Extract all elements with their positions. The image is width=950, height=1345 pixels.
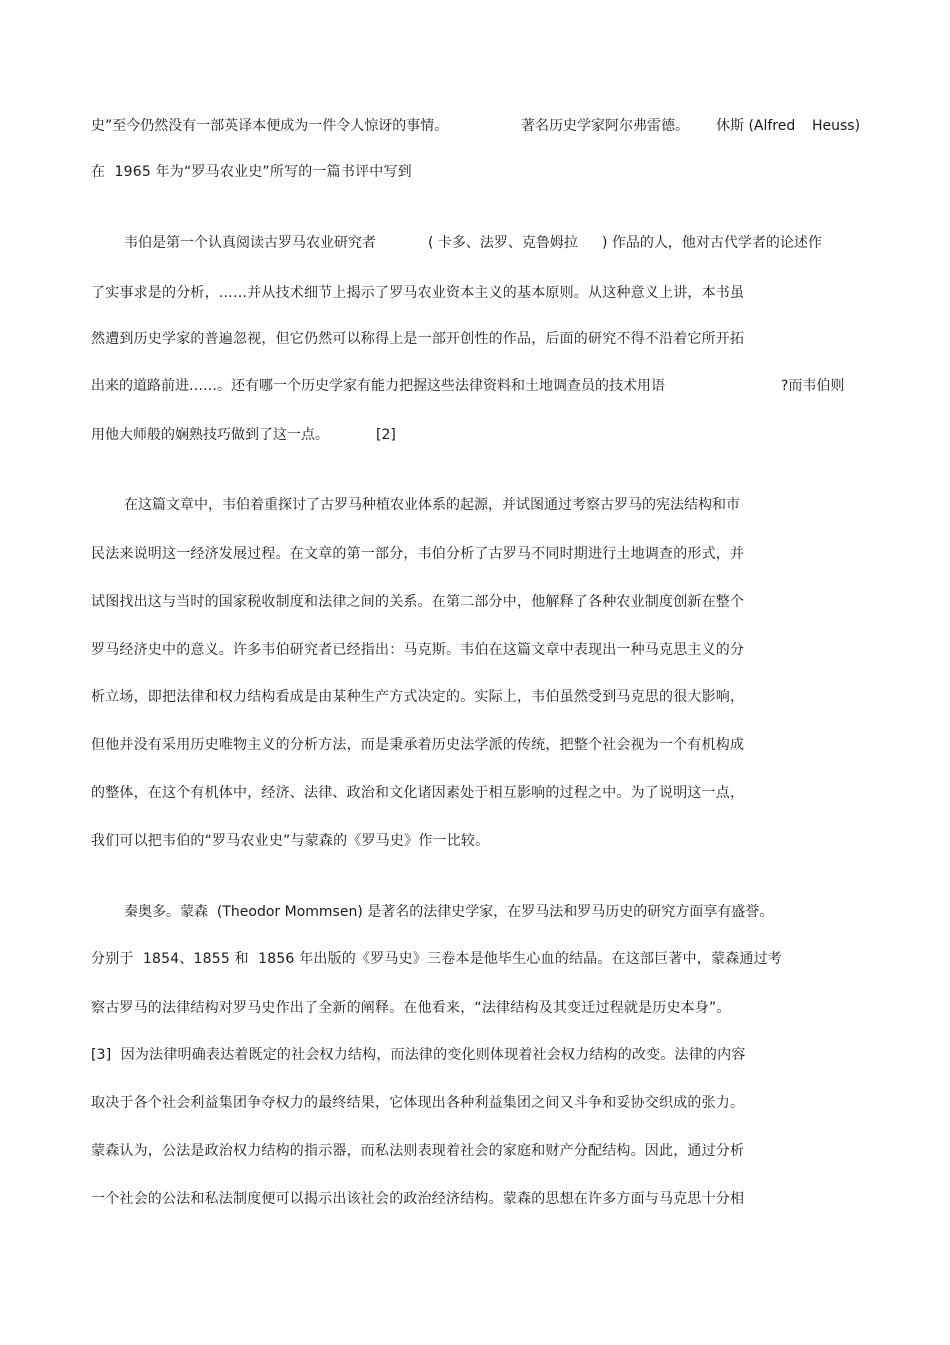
- p3-line-6: 蒙森认为，公法是政治权力结构的指示器，而私法则表现着社会的家庭和财产分配结构。因此，通过分析: [91, 1143, 745, 1159]
- p1-line-1-b: 著名历史学家阿尔弗雷德。: [521, 118, 689, 134]
- p2-line-6: 但他并没有采用历史唯物主义的分析方法，而是秉承着历史法学派的传统，把整个社会视为一个有机构成: [91, 737, 745, 753]
- p1-line-2: 在 1965 年为“罗马农业史”所写的一篇书评中写到: [91, 164, 412, 180]
- p3-line-5: 取决于各个社会利益集团争夺权力的最终结果，它体现出各种利益集团之间又斗争和妥协交织成的张力。: [91, 1095, 745, 1111]
- p3-line-2: 分别于 1854、1855 和 1856 年出版的《罗马史》三卷本是他毕生心血的结晶。在这部巨著中，蒙森通过考: [91, 951, 782, 967]
- footnote-ref-2: [2]: [376, 427, 396, 443]
- quote-line-4-a: 出来的道路前进……。还有哪一个历史学家有能力把握这些法律资料和土地调查员的技术用语: [91, 378, 665, 394]
- p3-line-4: [3] 因为法律明确表达着既定的社会权力结构，而法律的变化则体现着社会权力结构的改变。法律的内容: [91, 1047, 746, 1063]
- quote-line-2: 了实事求是的分析，……并从技术细节上揭示了罗马农业资本主义的基本原则。从这种意义上讲，本书虽: [91, 285, 745, 301]
- p2-line-3: 试图找出这与当时的国家税收制度和法律之间的关系。在第二部分中，他解释了各种农业制度创新在整个: [91, 594, 745, 610]
- quote-line-1-a: 韦伯是第一个认真阅读古罗马农业研究者: [124, 235, 376, 251]
- quote-line-1-b: ( 卡多、法罗、克鲁姆拉: [428, 235, 578, 251]
- p2-line-2: 民法来说明这一经济发展过程。在文章的第一部分，韦伯分析了古罗马不同时期进行土地调查的形式，并: [91, 546, 745, 562]
- quote-line-3: 然遭到历史学家的普遍忽视，但它仍然可以称得上是一部开创性的作品，后面的研究不得不沿着它所开拓: [91, 331, 745, 347]
- p1-line-1-d: Heuss): [812, 118, 861, 134]
- p3-line-1: 秦奥多。蒙森 (Theodor Mommsen) 是著名的法律史学家，在罗马法和罗马历史的研究方面享有盛誉。: [124, 904, 774, 920]
- p1-line-1-c: 休斯 (Alfred: [716, 118, 796, 134]
- p2-line-1: 在这篇文章中，韦伯着重探讨了古罗马种植农业体系的起源，并试图通过考察古罗马的宪法结构和市: [124, 497, 740, 513]
- p2-line-5: 析立场，即把法律和权力结构看成是由某种生产方式决定的。实际上，韦伯虽然受到马克思的很大影响，: [91, 689, 745, 705]
- p3-line-7: 一个社会的公法和私法制度便可以揭示出该社会的政治经济结构。蒙森的思想在许多方面与马克思十分相: [91, 1191, 745, 1207]
- p2-line-7: 的整体，在这个有机体中，经济、法律、政治和文化诸因素处于相互影响的过程之中。为了说明这一点，: [91, 785, 745, 801]
- p1-line-1-a: 史”至今仍然没有一部英译本便成为一件令人惊讶的事情。: [91, 118, 449, 134]
- quote-line-1-c: ) 作品的人，他对古代学者的论述作: [602, 235, 822, 251]
- quote-line-5-a: 用他大师般的娴熟技巧做到了这一点。: [91, 427, 329, 443]
- p2-line-4: 罗马经济史中的意义。许多韦伯研究者已经指出：马克斯。韦伯在这篇文章中表现出一种马克思主义的分: [91, 642, 745, 658]
- quote-line-4-b: ?而韦伯则: [781, 378, 845, 394]
- p3-line-3: 察古罗马的法律结构对罗马史作出了全新的阐释。在他看来，“法律结构及其变迁过程就是历史本身”。: [91, 1000, 731, 1016]
- p2-line-8: 我们可以把韦伯的“罗马农业史”与蒙森的《罗马史》作一比较。: [91, 833, 490, 849]
